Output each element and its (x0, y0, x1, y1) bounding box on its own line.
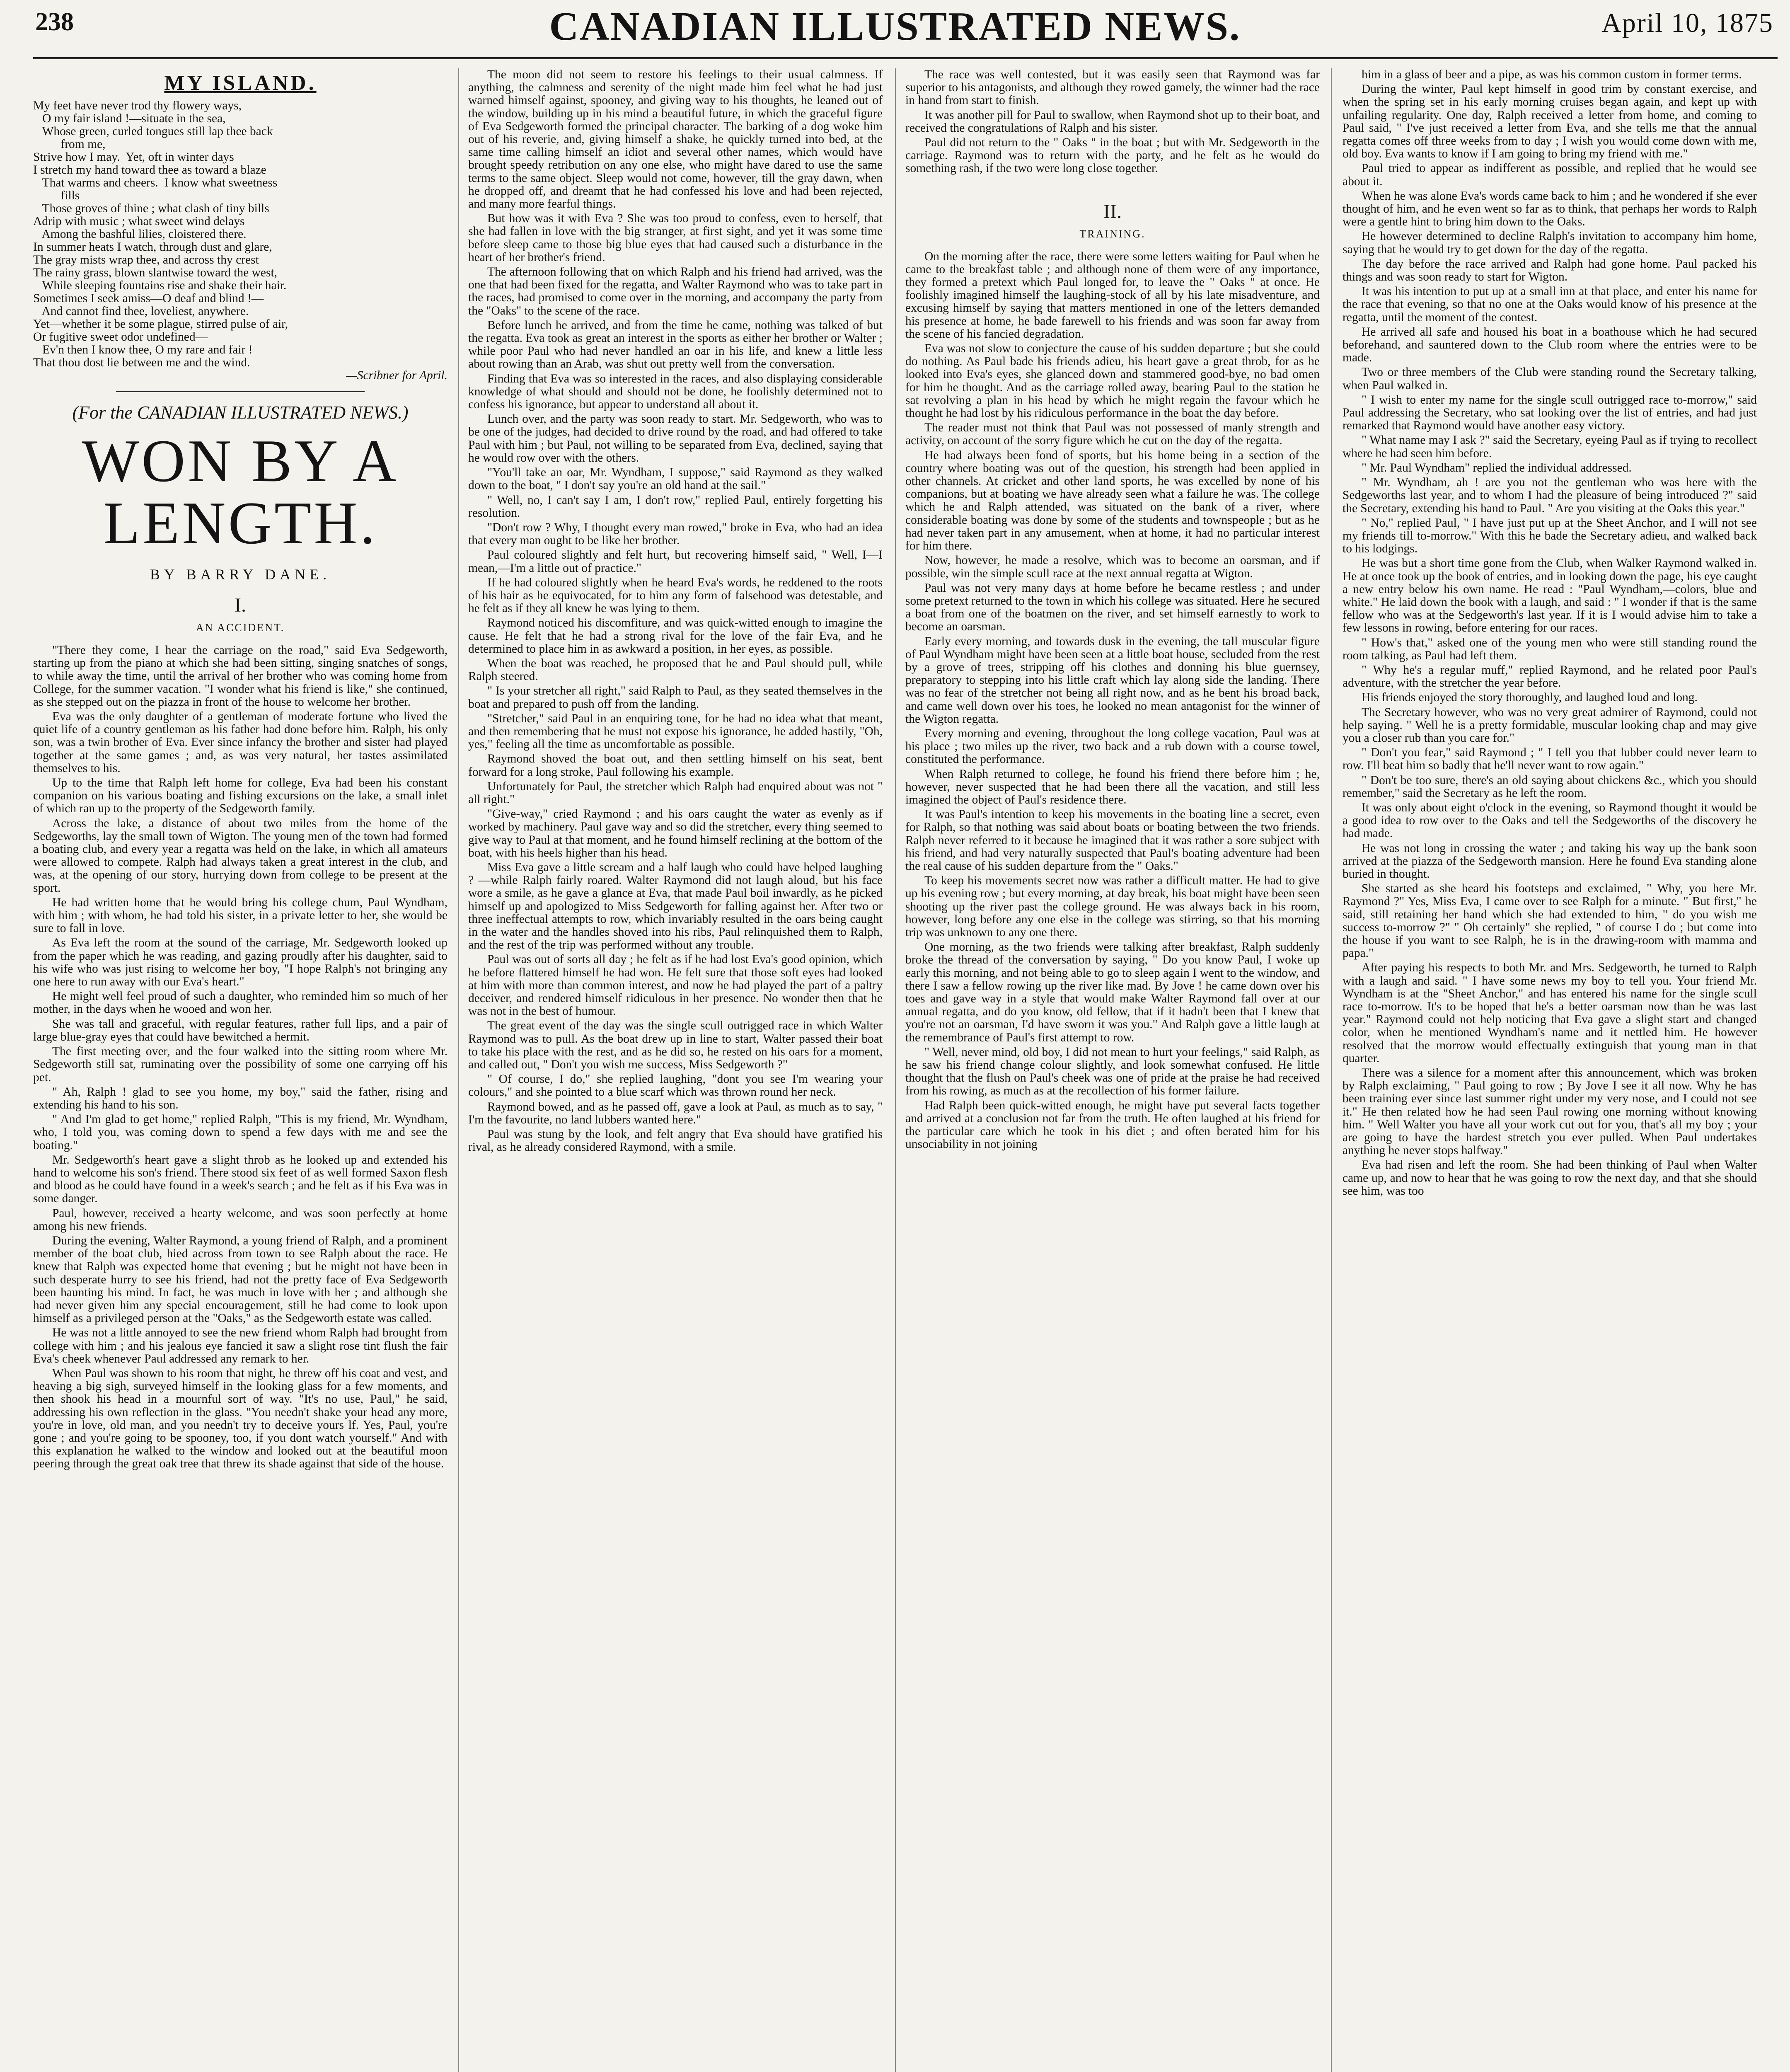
article-paragraph: "Don't row ? Why, I thought every man rowed," broke in Eva, who had an idea that every man ought to be like her brother. (468, 520, 883, 547)
article-paragraph: The Secretary however, who was no very great admirer of Raymond, could not help saying. " Well he is a pretty formidable, muscular looking chap and may give you a closer rub than you care for." (1342, 705, 1757, 745)
contribution-note: (For the CANADIAN ILLUSTRATED NEWS.) (72, 402, 409, 423)
poem-line: While sleeping fountains rise and shake their hair. (33, 279, 287, 292)
column-1 (33, 68, 448, 2072)
article-paragraph: Paul coloured slightly and felt hurt, but recovering himself said, " Well, I—I mean,—I'm a little out of practice." (468, 548, 883, 575)
article-paragraph: " Mr. Wyndham, ah ! are you not the gentleman who was here with the Sedgeworths last year, and to whom I had the pleasure of being introduced ?" said the Secretary, extending his hand to Paul. " Are you visiting at the Oaks this year." (1342, 476, 1757, 515)
article-paragraph: Raymond noticed his discomfiture, and was quick-witted enough to imagine the cause. He felt that he had a strong rival for the love of the fair Eva, and he determined to place him in as awkward a position, in her eyes, as possible. (468, 616, 883, 656)
article-paragraph: " No," replied Paul, " I have just put up at the Sheet Anchor, and I will not see my friends till to-morrow." With this he bade the Secretary adieu, and walked back to his lodgings. (1342, 516, 1757, 556)
article-paragraph: The first meeting over, and the four walked into the sitting room where Mr. Sedgeworth still sat, ruminating over the possibility of some one carrying off his pet. (33, 1045, 448, 1084)
article-paragraph: Paul tried to appear as indifferent as possible, and replied that he would see about it. (1342, 162, 1757, 188)
article-paragraph: When the boat was reached, he proposed that he and Paul should pull, while Ralph steered. (468, 656, 883, 683)
article-paragraph: " Mr. Paul Wyndham" replied the individual addressed. (1362, 461, 1632, 474)
article-paragraph: Eva was the only daughter of a gentleman of moderate fortune who lived the quiet life of a country gentleman as his father had done before him. Ralph, his only son, was a twin brother of Eva. Ever since infancy the brother and sister had played together at the same games ; and, as was very natural, her tastes assimilated themselves to his. (33, 710, 448, 775)
article-paragraph: Paul was out of sorts all day ; he felt as if he had lost Eva's good opinion, which he before flattered himself he had won. He felt sure that those soft eyes had looked at him with more than common interest, and now he had played the part of a paltry deceiver, and rendered himself ridiculous in her presence. No wonder then that he was not in the best of humour. (468, 953, 883, 1018)
article-paragraph: If he had coloured slightly when he heard Eva's words, he reddened to the roots of his hair as he equivocated, for to him any form of falsehood was detestable, and he felt as if they all knew he was lying to them. (468, 576, 883, 615)
poem-line: Strive how I may. Yet, oft in winter days (33, 150, 234, 164)
article-paragraph: " How's that," asked one of the young men who were still standing round the room talking, as Paul had left them. (1342, 636, 1757, 662)
article-paragraph: Raymond bowed, and as he passed off, gave a look at Paul, as much as to say, " I'm the favourite, no land lubbers wanted here." (468, 1100, 883, 1126)
article-paragraph: Up to the time that Ralph left home for college, Eva had been his constant companion on his various boating and fishing excursions on the lake, a small inlet of which ran up to the property of the Sedgeworth family. (33, 776, 448, 816)
poem-line: Yet—whether it be some plague, stirred pulse of air, (33, 317, 288, 331)
article-paragraph: Early every morning, and towards dusk in the evening, the tall muscular figure of Paul Wyndham might have been seen at a little boat house, secluded from the rest by a grove of trees, stripping off his clothes and donning his blue guernsey, preparatory to stepping into his little craft which lay along side the landing. There was no fear of the stretcher not being all right now, and as he bent his broad back, and came well down over his toes, he looked no mean antagonist for the winner of the Wigton regatta. (905, 634, 1320, 726)
article-paragraph: " Ah, Ralph ! glad to see you home, my boy," said the father, rising and extending his hand to his son. (33, 1085, 448, 1111)
article-paragraph: Paul was not very many days at home before he became restless ; and under some pretext returned to the town in which his college was situated. Here he secured a boat from one of the boatmen on the river, and set himself earnestly to work to become an oarsman. (905, 581, 1320, 634)
column-3-text-a (905, 68, 1320, 175)
article-paragraph: " Well, never mind, old boy, I did not mean to hurt your feelings," said Ralph, as he saw his friend change colour slightly, and look somewhat confused. He little thought that the flush on Paul's cheek was one of pride at the praise he had received from his rowing, as much as at the recollection of his former failure. (905, 1045, 1320, 1098)
article-paragraph: When he was alone Eva's words came back to him ; and he wondered if she ever thought of him, and he even went so far as to think, that perhaps her words to Ralph were a gentle hint to bring him down to the Oaks. (1342, 189, 1757, 229)
column-divider (458, 68, 459, 2072)
article-paragraph: The afternoon following that on which Ralph and his friend had arrived, was the one that had been fixed for the regatta, and Walter Raymond who was to take part in the races, had promised to come over in the morning, and accompany the party from the "Oaks" to the scene of the race. (468, 265, 883, 317)
page-number: 238 (35, 8, 74, 36)
column-2 (468, 68, 883, 2072)
poem-line: In summer heats I watch, through dust and glare, (33, 240, 272, 254)
article-paragraph: But how was it with Eva ? She was too proud to confess, even to herself, that she had fallen in love with the big stranger, at first sight, and yet it was some time before sleep came to those big blue eyes that had caused such a disturbance in the heart of her brother's friend. (468, 212, 883, 264)
poem-line: from me, (33, 138, 106, 151)
article-paragraph: Two or three members of the Club were standing round the Secretary talking, when Paul walked in. (1342, 366, 1757, 392)
poem-credit: —Scribner for April. (346, 369, 448, 382)
poem-line: I stretch my hand toward thee as toward a blaze (33, 163, 266, 177)
article-paragraph: him in a glass of beer and a pipe, as was his common custom in former terms. (1362, 68, 1742, 81)
article-paragraph: He was but a short time gone from the Club, when Walker Raymond walked in. He at once took up the book of entries, and in looking down the page, his eye caught a new entry below his own name. He read : "Paul Wyndham,—colors, blue and white." He laid down the book with a laugh, and said : " I wonder if that is the same fellow who was at the Sedgeworth's last year. If it is I would advise him to take a few lessons in rowing, before entering for our races. (1342, 557, 1757, 635)
article-paragraph: On the morning after the race, there were some letters waiting for Paul when he came to the breakfast table ; and although none of them were of any importance, they formed a pretext which Paul longed for, to leave the " Oaks " at once. He foolishly imagined himself the laughing-stock of all by his late misadventure, and excusing himself by saying that matters mentioned in one of the letters demanded his presence at home, he bade farewell to his friends and was soon far away from the scene of his fancied degradation. (905, 249, 1320, 341)
poem-line: The rainy grass, blown slantwise toward the west, (33, 266, 278, 279)
article-paragraph: Miss Eva gave a little scream and a half laugh who could have helped laughing ? —while Ralph fairly roared. Walter Raymond did not laugh aloud, but his face wore a smile, as he gave a glance at Eva, that made Paul boil inwardly, as he picked himself up and apologized to Miss Sedgeworth for falling against her. After two or three ineffectual attempts to row, which invariably resulted in the oars being caught in the water and the handles shoved into his ribs, Paul relinquished them to Ralph, and the rest of the trip was performed without any trouble. (468, 860, 883, 952)
article-paragraph: Across the lake, a distance of about two miles from the home of the Sedgeworths, lay the small town of Wigton. The young men of the town had formed a boating club, and every year a regatta was held on the lake, in which all amateurs were allowed to compete. Ralph had always taken a great interest in the club, and was, at the opening of our story, hurrying down from college to be present at the sport. (33, 816, 448, 895)
column-4 (1342, 68, 1757, 2072)
header-rule (33, 57, 1778, 59)
column-4-text (1342, 68, 1757, 1198)
article-paragraph: He had always been fond of sports, but his home being in a section of the country where boating was out of the question, his strength had been applied in other channels. At cricket and other land sports, he was excelled by none of his companions, but at boating we have already seen what a failure he was. The college which he and Ralph attended, was situated on the bank of a river, where considerable boating was done by some of the students and townspeople ; but as he had never taken part in any amusement, when at home, it had no particular interest for him there. (905, 448, 1320, 553)
article-paragraph: Raymond shoved the boat out, and then settling himself on his seat, bent forward for a long stroke, Paul following his example. (468, 752, 883, 779)
chapter-2-title: TRAINING. (1079, 228, 1146, 240)
article-paragraph: During the evening, Walter Raymond, a young friend of Ralph, and a prominent member of the boat club, hied across from town to see Ralph about the race. He knew that Ralph was expected home that evening ; but he might not have been in such desperate hurry to see his friend, had not the pretty face of Eva Sedgeworth been haunting his mind. In fact, he was much in love with her ; and although she had never given him any special encouragement, still he had come to look upon himself as a privileged person at the "Oaks," as the Sedgeworth estate was called. (33, 1234, 448, 1325)
article-paragraph: "There they come, I hear the carriage on the road," said Eva Sedgeworth, starting up from the piano at which she had been sitting, singing snatches of songs, to while away the time, until the arrival of her brother who was coming home from College, for the summer vacation. "I wonder what his friend is like," she continued, as she stepped out on the piazza in front of the house to welcome her brother. (33, 644, 448, 709)
story-byline: BY BARRY DANE. (150, 566, 331, 583)
poem-line: fills (33, 189, 80, 202)
article-paragraph: He might well feel proud of such a daughter, who reminded him so much of her mother, in the days when he wooed and won her. (33, 990, 448, 1016)
article-paragraph: It was Paul's intention to keep his movements in the boating line a secret, even for Ralph, so that nothing was said about boats or boating between the two friends. Ralph never referred to it because he imagined that it was rather a sore subject with his friend, and had very naturally suspected that Paul's boating adventure had been the real cause of his sudden departure from the " Oaks." (905, 808, 1320, 873)
article-paragraph: " What name may I ask ?" said the Secretary, eyeing Paul as if trying to recollect where he had seen him before. (1342, 433, 1757, 460)
poem-line: Adrip with music ; what sweet wind delays (33, 215, 245, 228)
article-paragraph: " Don't be too sure, there's an old saying about chickens &c., which you should remember," said the Secretary as he left the room. (1342, 773, 1757, 800)
article-paragraph: " Why he's a regular muff," replied Raymond, and he related poor Paul's adventure, with the stretcher the year before. (1342, 663, 1757, 690)
article-paragraph: "You'll take an oar, Mr. Wyndham, I suppose," said Raymond as they walked down to the boat, " I don't say you're an old hand at the sail." (468, 466, 883, 492)
poem-line: Those groves of thine ; what clash of tiny bills (33, 202, 269, 215)
article-paragraph: His friends enjoyed the story thoroughly, and laughed loud and long. (1362, 691, 1698, 704)
article-paragraph: Eva had risen and left the room. She had been thinking of Paul when Walter came up, and now to hear that he was going to row the next day, and that she should see him, was too (1342, 1158, 1757, 1198)
article-paragraph: "Stretcher," said Paul in an enquiring tone, for he had no idea what that meant, and then remembering that he must not expose his ignorance, he added hastily, "Oh, yes," feeling all the time as uncomfortable as possible. (468, 712, 883, 751)
article-paragraph: " And I'm glad to get home," replied Ralph, "This is my friend, Mr. Wyndham, who, I told you, was coming down to spend a few days with me and see the boating." (33, 1113, 448, 1152)
article-paragraph: He was not a little annoyed to see the new friend whom Ralph had brought from college with him ; and his jealous eye fancied it saw a slight rose tint flush the fair Eva's cheek whenever Paul addressed any remark to her. (33, 1326, 448, 1365)
article-paragraph: Had Ralph been quick-witted enough, he might have put several facts together and arrived at a conclusion not far from the truth. He often laughed at his friend for the particular care which he took in his diet ; and often berated him for his unsociability in not joining (905, 1099, 1320, 1151)
article-paragraph: She was tall and graceful, with regular features, rather full lips, and a pair of large blue-gray eyes that could have bewitched a hermit. (33, 1017, 448, 1043)
article-paragraph: He was not long in crossing the water ; and taking his way up the bank soon arrived at the piazza of the Sedgeworth mansion. Here he found Eva standing alone buried in thought. (1342, 841, 1757, 881)
article-paragraph: When Ralph returned to college, he found his friend there before him ; he, however, never suspected that he had been there all the vacation, and still less imagined the object of Paul's residence there. (905, 767, 1320, 806)
section-divider (116, 391, 365, 392)
poem-line: Ev'n then I know thee, O my rare and fair ! (33, 343, 253, 356)
article-paragraph: " Well, no, I can't say I am, I don't row," replied Paul, entirely forgetting his resolution. (468, 493, 883, 520)
article-paragraph: Lunch over, and the party was soon ready to start. Mr. Sedgeworth, who was to be one of the judges, had decided to drive round by the road, and had offered to take Paul with him ; but Paul, not willing to be separated from Eva, declined, saying that he would row over with the others. (468, 412, 883, 465)
article-paragraph: Before lunch he arrived, and from the time he came, nothing was talked of but the regatta. Eva took as great an interest in the sports as either her brother or Walter ; while poor Paul who had never handled an oar in his life, and knew a little less about rowing than an Arab, was shut out pretty well from the conversation. (468, 318, 883, 371)
chapter-2-number: II. (1103, 200, 1122, 223)
article-paragraph: " I wish to enter my name for the single scull outrigged race to-morrow," said Paul addressing the Secretary, who sat looking over the list of entries, and had just remarked that Raymond would have another easy victory. (1342, 393, 1757, 433)
article-paragraph: He arrived all safe and housed his boat in a boathouse which he had secured beforehand, and sauntered down to the Club room where the entries were to be made. (1342, 325, 1757, 365)
article-paragraph: Finding that Eva was so interested in the races, and also displaying considerable knowledge of what should and should not be done, he foolishly determined not to confess his ignorance, but appear to understand all about it. (468, 372, 883, 411)
column-3-text-b (905, 250, 1320, 1151)
poem-line: Whose green, curled tongues still lap thee back (33, 125, 273, 138)
article-paragraph: Unfortunately for Paul, the stretcher which Ralph had enquired about was not " all right." (468, 779, 883, 806)
poem-line: That thou dost lie between me and the wind. (33, 356, 250, 369)
article-paragraph: The great event of the day was the single scull outrigged race in which Walter Raymond was to pull. As the boat drew up in line to start, Walter passed their boat to take his place with the rest, and as he did so, he rested on his oars for a moment, and called out, " Don't you wish me success, Miss Sedgeworth ?" (468, 1019, 883, 1072)
article-paragraph: The moon did not seem to restore his feelings to their usual calmness. If anything, the calmness and serenity of the night made him feel what he had just warned himself against, spooney, and giving way to his thoughts, he leaned out of the window, building up in his mind a beautiful future, in which the graceful figure of Eva Sedgeworth formed the principal character. The barking of a dog woke him out of his reverie, and, giving himself a shake, he quickly turned into bed, at the same time calling himself an idiot and several other names, which would have brought speedy retribution on any one else, who might have dared to use the same terms to the same object. Sleep would not come, however, till the gray dawn, when he dropped off, and dreamt that he had confessed his love and had been rejected, and many more fearful things. (468, 68, 883, 211)
article-paragraph: He however determined to decline Ralph's invitation to accompany him home, saying that he would try to get down for the day of the regatta. (1342, 230, 1757, 256)
article-paragraph: After paying his respects to both Mr. and Mrs. Sedgeworth, he turned to Ralph with a laugh and said. " I have some news my boy to tell you. Your friend Mr. Wyndham is at the "Sheet Anchor," and has entered his name for the single scull race to-morrow. It's to be hoped that he's a better oarsman now than he was last year." Raymond could not help noticing that Eva gave a slight start and changed color, when he mentioned Wyndham's name and it nettled him. He however resolved that the morrow would effectually extinguish that young man in that quarter. (1342, 961, 1757, 1065)
article-paragraph: The reader must not think that Paul was not possessed of manly strength and activity, on account of the sorry figure which he cut on the day of the regatta. (905, 421, 1320, 448)
chapter-number: I. (235, 594, 246, 616)
column-divider (1331, 68, 1332, 2072)
article-paragraph: To keep his movements secret now was rather a difficult matter. He had to give up his evening row ; but every morning, at day break, his boat might have been seen shooting up the river past the college ground. He was always back in his room, however, long before any one else in the college was stirring, so that his morning trip was unknown to any one there. (905, 874, 1320, 939)
column-1-text (33, 644, 448, 1471)
article-paragraph: The race was well contested, but it was easily seen that Raymond was far superior to his antagonists, and although they rowed gamely, the winner had the race in hand from start to finish. (905, 68, 1320, 107)
poem-line: O my fair island !—situate in the sea, (33, 112, 226, 125)
article-paragraph: During the winter, Paul kept himself in good trim by constant exercise, and when the spring set in his early morning cruises began again, and kept up with unfailing regularity. One day, Ralph received a letter from home, and coming to Paul said, " I've just received a letter from Eva, and she tells me that the annual regatta comes off three weeks from to day ; I wish you would come down with me, old boy. Eva wants to know if I am going to bring my friend with me." (1342, 82, 1757, 161)
column-divider (895, 68, 896, 2072)
article-paragraph: There was a silence for a moment after this announcement, which was broken by Ralph exclaiming, " Paul going to row ; By Jove I see it all now. Why he has been training ever since last summer right under my very nose, and I could not see it." He then related how he had seen Paul rowing one morning without knowing him. " Well Walter you have all your work cut out for you, that's all my boy ; your are going to have the hardest stretch you ever pulled. When Paul undertakes anything he never stops halfway." (1342, 1066, 1757, 1157)
poem-line: That warms and cheers. I know what sweetness (33, 176, 278, 189)
article-paragraph: "Give-way," cried Raymond ; and his oars caught the water as evenly as if worked by machinery. Paul gave way and so did the stretcher, every thing seemed to give way to Paul at that moment, and he found himself reclining at the bottom of the boat, with his heels higher than his head. (468, 807, 883, 859)
poem-line: The gray mists wrap thee, and across thy crest (33, 253, 259, 266)
poem-line: My feet have never trod thy flowery ways, (33, 99, 242, 112)
article-paragraph: Paul was stung by the look, and felt angry that Eva should have gratified his rival, as he already considered Raymond, with a smile. (468, 1128, 883, 1154)
article-paragraph: When Paul was shown to his room that night, he threw off his coat and vest, and heaving a big sigh, surveyed himself in the looking glass for a few moments, and then shook his head in a mournful sort of way. "It's no use, Paul," he said, addressing his own reflection in the glass. "You needn't shake your head any more, you're in love, old man, and you needn't try to deceive yours lf. Yes, Paul, you're gone ; and you're going to be spooney, too, if you dont watch yourself." And with this explanation he walked to the window and looked out at the beautiful moon peering through the great oak tree that threw its shade against that side of the house. (33, 1366, 448, 1471)
masthead: CANADIAN ILLUSTRATED NEWS. (549, 4, 1241, 49)
column-3 (905, 68, 1320, 2072)
article-paragraph: It was his intention to put up at a small inn at that place, and enter his name for the race that evening, so that no one at the Oaks would know of his presence at the regatta, until the moment of the contest. (1342, 285, 1757, 324)
chapter-title: AN ACCIDENT. (196, 622, 285, 634)
article-paragraph: Paul, however, received a hearty welcome, and was soon perfectly at home among his new friends. (33, 1206, 448, 1233)
issue-date: April 10, 1875 (1601, 8, 1773, 38)
article-paragraph: He had written home that he would bring his college chum, Paul Wyndham, with him ; with whom, he had told his sister, in a private letter to her, she would be sure to fall in love. (33, 896, 448, 935)
poem-body (33, 99, 448, 369)
poem-line: Among the bashful lilies, cloistered there. (33, 228, 247, 241)
poem-title: MY ISLAND. (164, 71, 317, 95)
article-paragraph: Every morning and evening, throughout the long college vacation, Paul was at his place ; two miles up the river, two back and a rub down with a course towel, constituted the performance. (905, 726, 1320, 766)
column-2-text (468, 68, 883, 1154)
article-paragraph: One morning, as the two friends were talking after breakfast, Ralph suddenly broke the thread of the conversation by saying, " Do you know Paul, I woke up early this morning, and not being able to go to sleep again I went to the window, and there I saw a fellow rowing up the river like mad. By Jove ! he came down over his toes and gave way in a style that would make Walter Raymond fall over at our annual regatta, and do you know, old fellow, that if it hadn't been that I knew that you're not an oarsman, I'd have sworn it was you." And Ralph gave a little laugh at the remembrance of Paul's first attempt to row. (905, 940, 1320, 1044)
article-paragraph: The day before the race arrived and Ralph had gone home. Paul packed his things and was soon ready to start for Wigton. (1342, 257, 1757, 284)
article-paragraph: Paul did not return to the " Oaks " in the boat ; but with Mr. Sedgeworth in the carriage. Raymond was to return with the party, and he felt as he would do something rash, if the two were long close together. (905, 136, 1320, 175)
article-paragraph: Mr. Sedgeworth's heart gave a slight throb as he looked up and extended his hand to welcome his son's friend. There stood six feet of as well formed Saxon flesh and blood as he could have found in a week's search ; and he felt as if his Eva was in some danger. (33, 1153, 448, 1205)
article-paragraph: It was only about eight o'clock in the evening, so Raymond thought it would be a good idea to row over to the Oaks and tell the Sedgeworths of the discovery he had made. (1342, 801, 1757, 840)
article-paragraph: She started as she heard his footsteps and exclaimed, " Why, you here Mr. Raymond ?" Yes, Miss Eva, I came over to see Ralph for a minute. " But first," he said, still retaining her hand which she had extended to him, " do you wish me success to-morrow ?" " Oh certainly" she replied, " of course I do ; but come into the house if you want to see Ralph, he is in the drawing-room with mamma and papa." (1342, 882, 1757, 960)
article-paragraph: As Eva left the room at the sound of the carriage, Mr. Sedgeworth looked up from the paper which he was reading, and gazing proudly after his daughter, said to his wife who was just rising to welcome her boy, "I hope Ralph's not bringing any one here to run away with our Eva's heart." (33, 936, 448, 989)
article-paragraph: Now, however, he made a resolve, which was to become an oarsman, and if possible, win the simple scull race at the next annual regatta at Wigton. (905, 554, 1320, 580)
article-paragraph: " Is your stretcher all right," said Ralph to Paul, as they seated themselves in the boat and prepared to push off from the landing. (468, 684, 883, 711)
story-title: WON BY A LENGTH. (82, 427, 399, 557)
poem-line: Or fugitive sweet odor undefined— (33, 330, 208, 344)
article-paragraph: It was another pill for Paul to swallow, when Raymond shot up to their boat, and received the congratulations of Ralph and his sister. (905, 108, 1320, 135)
article-paragraph: " Don't you fear," said Raymond ; " I tell you that lubber could never learn to row. I'll beat him so badly that he'll never want to row again." (1342, 746, 1757, 772)
article-paragraph: Eva was not slow to conjecture the cause of his sudden departure ; but she could do nothing. As Paul bade his friends adieu, his heart gave a great throb, for as he looked into Eva's eyes, she glanced down and stammered good-bye, no bad omen for him he thought. And as the carriage rolled away, bearing Paul to the station he sat revolving a plan in his head by which he might regain the favour which he thought he had lost by his ridiculous performance in the boat the day before. (905, 342, 1320, 420)
poem-line: Sometimes I seek amiss—O deaf and blind !— (33, 292, 264, 305)
poem-line: And cannot find thee, loveliest, anywhere. (33, 305, 249, 318)
article-paragraph: " Of course, I do," she replied laughing, "dont you see I'm wearing your colours," and she pointed to a blue scarf which was thrown round her neck. (468, 1072, 883, 1099)
